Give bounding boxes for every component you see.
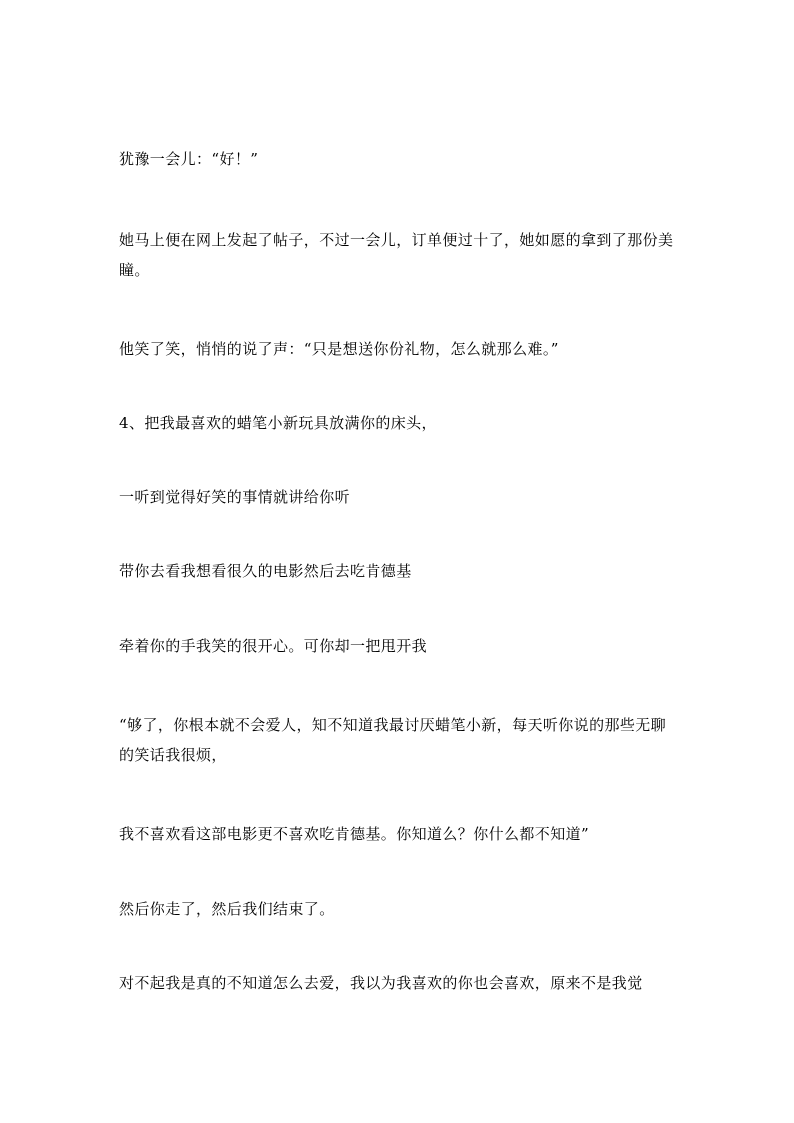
paragraph-9: 我不喜欢看这部电影更不喜欢吃肯德基。你知道么？你什么都不知道” [119, 825, 590, 843]
paragraph-10: 然后你走了，然后我们结束了。 [119, 900, 335, 918]
paragraph-6: 带你去看我想看很久的电影然后去吃肯德基 [119, 562, 412, 580]
paragraph-5: 一听到觉得好笑的事情就讲给你听 [119, 488, 351, 506]
paragraph-3: 他笑了笑，悄悄的说了声：“只是想送你份礼物，怎么就那么难。” [119, 340, 559, 358]
paragraph-11: 对不起我是真的不知道怎么去爱，我以为我喜欢的你也会喜欢，原来不是我觉 [119, 974, 643, 992]
paragraph-2: 她马上便在网上发起了帖子，不过一会儿，订单便过十了，她如愿的拿到了那份美瞳。 [119, 231, 674, 279]
paragraph-4: 4、把我最喜欢的蜡笔小新玩具放满你的床头， [119, 414, 437, 432]
paragraph-1: 犹豫一会儿：“好！” [119, 150, 259, 168]
paragraph-7: 牵着你的手我笑的很开心。可你却一把甩开我 [119, 637, 428, 655]
paragraph-8: “够了，你根本就不会爱人，知不知道我最讨厌蜡笔小新，每天听你说的那些无聊的笑话我很烦， [119, 716, 667, 764]
